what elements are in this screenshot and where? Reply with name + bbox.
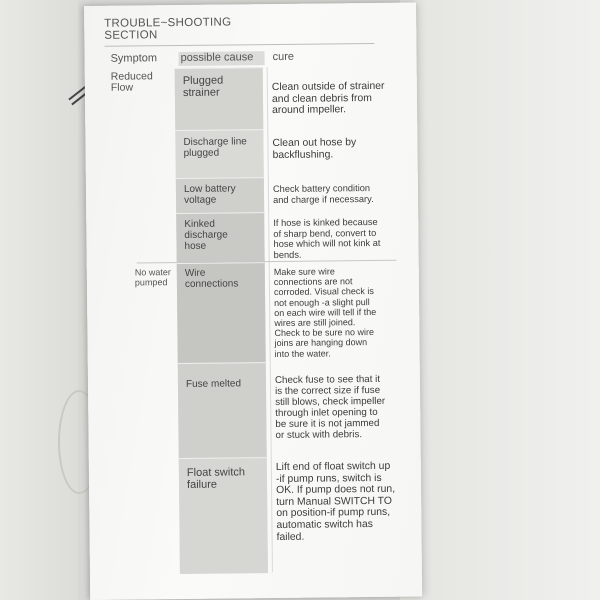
header-cure: cure [272,50,295,64]
cause-kinked-discharge-hose: Kinked discharge hose [184,218,228,252]
cure-wire-connections: Make sure wire connections are not corroded. Visual check is not enough -a slight pull on each wire will tell if the wires are still joined. Check to be sure no wire joins are hanging down into the water. [273,266,377,359]
troubleshooting-sheet [84,3,422,600]
cause-wire-connections: Wire connections [184,267,239,290]
title-rule [104,43,374,47]
cure-float-switch-failure: Lift end of float switch up -if pump runs, switch is OK. If pump does not run, turn Manual SWITCH TO on position-if pump runs, automatic switch has failed. [275,460,396,543]
backdrop-right [400,0,600,600]
section-title: TROUBLE~SHOOTING SECTION [104,16,232,42]
cause-plugged-strainer: Plugged strainer [182,74,224,99]
header-cause: possible cause [178,51,264,66]
cure-discharge-line-plugged: Clean out hose by backflushing. [272,137,357,161]
cure-fuse-melted: Check fuse to see that it is the correct size if fuse still blows, check impeller through inlet opening to be sure it is not jammed or stuck with debris. [274,373,386,442]
cure-plugged-strainer: Clean outside of strainer and clean debris from around impeller. [271,80,385,117]
cause-cell [178,362,267,459]
cause-discharge-line-plugged: Discharge line plugged [183,136,247,159]
cure-low-battery-voltage: Check battery condition and charge if necessary. [272,183,374,205]
cause-float-switch-failure: Float switch failure [186,466,246,491]
symptom-reduced-flow: Reduced Flow [110,70,153,94]
backdrop-left [0,0,78,600]
header-symptom: Symptom [110,52,158,65]
cause-low-battery-voltage: Low battery voltage [183,183,236,206]
cause-fuse-melted: Fuse melted [185,378,242,390]
symptom-no-water-pumped: No water pumped [134,267,171,288]
cure-kinked-discharge-hose: If hose is kinked because of sharp bend, convert to hose which will not kink at bends. [273,216,381,260]
